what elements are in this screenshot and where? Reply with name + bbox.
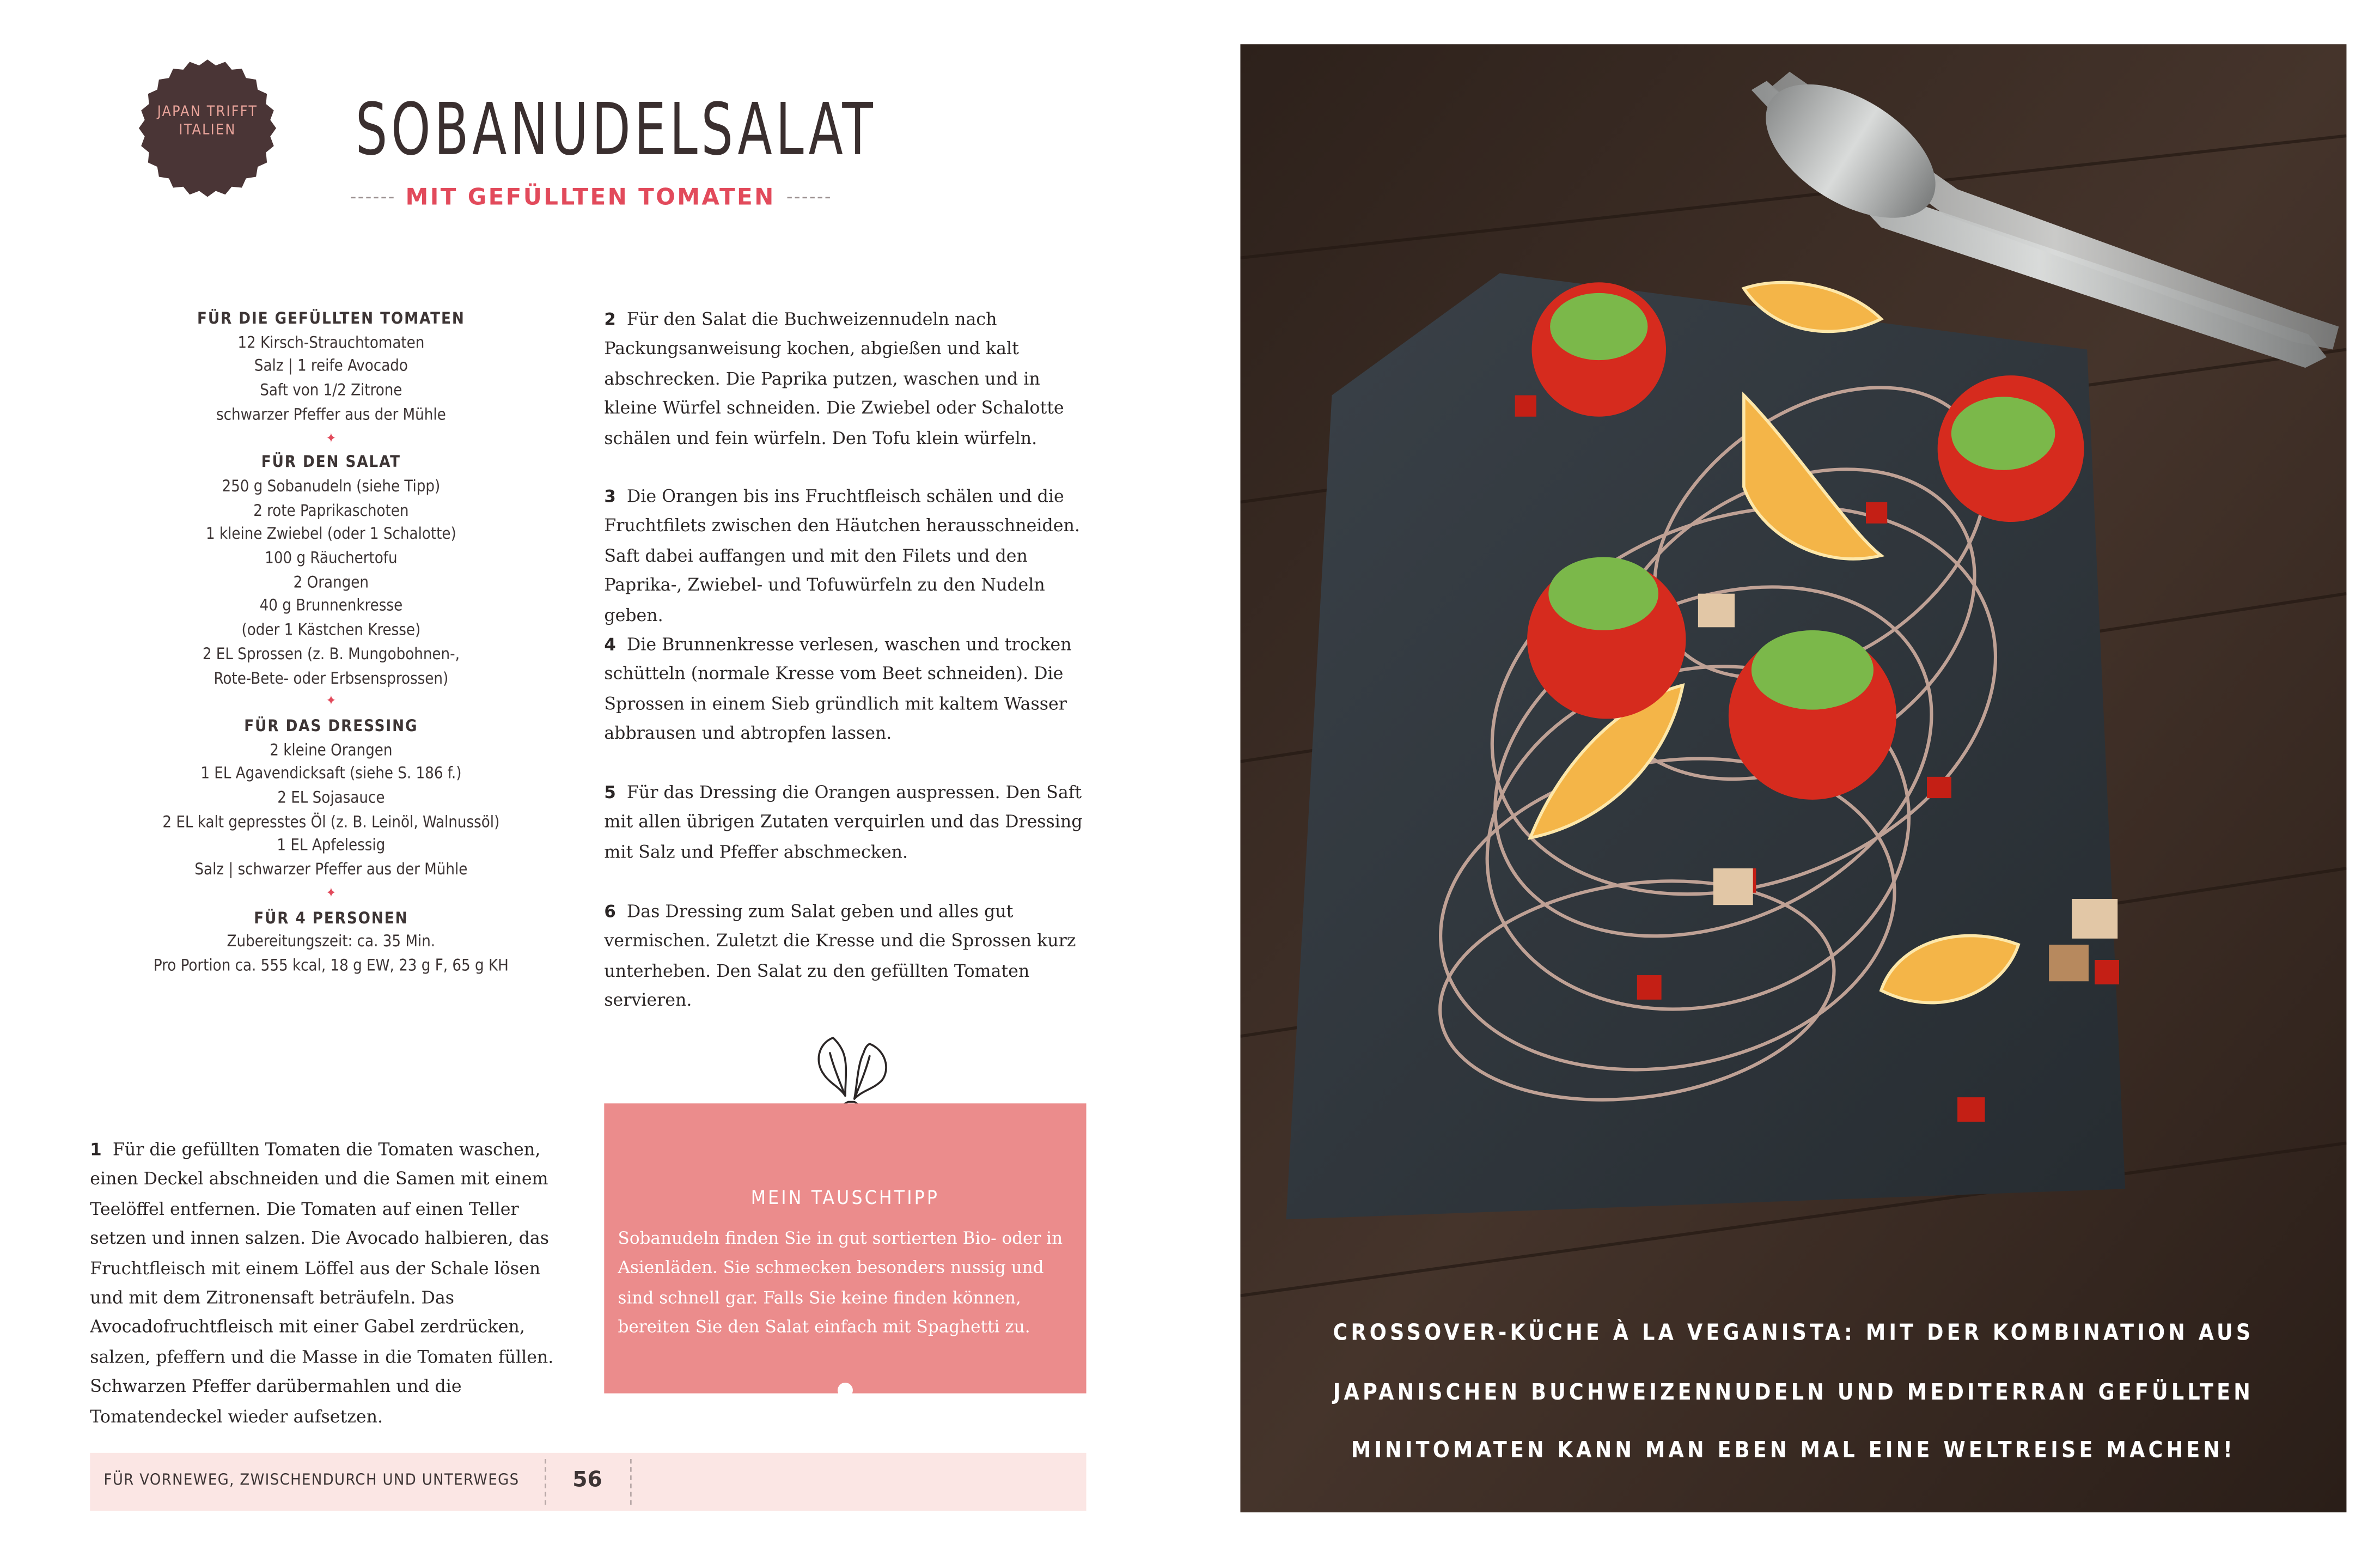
ingredient-line: 1 kleine Zwiebel (oder 1 Schalotte) <box>205 525 456 544</box>
ingredient-line: 2 EL Sprossen (z. B. Mungobohnen-, <box>202 645 460 664</box>
ingredient-line: 2 rote Paprikaschoten <box>253 501 409 520</box>
ingredient-line: schwarzer Pfeffer aus der Mühle <box>216 405 446 424</box>
ingredient-line: 2 Orangen <box>293 573 369 592</box>
diamond-divider-icon: ✦ <box>326 886 337 902</box>
step-number: 4 <box>604 635 616 655</box>
step-4 <box>604 630 1092 749</box>
step-2 <box>604 305 1092 453</box>
tip-text: Sobanudeln finden Sie in gut sortierten Bio- oder in Asienläden. Sie schmecken besonders nussig und sind schnell gar. Falls Sie keine finden können, bereiten Sie den Salat einfach mit Spaghetti zu. <box>618 1228 1063 1337</box>
ingredient-line: Zubereitungszeit: ca. 35 Min. <box>227 933 436 951</box>
category-badge <box>137 58 278 198</box>
step-text: Die Orangen bis ins Fruchtfleisch schälen und die Fruchtfilets zwischen den Häutchen herausschneiden. Saft dabei auffangen und mit den Filets und den Paprika-, Zwiebel- und Tofuwürfeln zu den Nudeln geben. <box>604 486 1080 625</box>
step-number: 1 <box>90 1140 102 1160</box>
ingredient-line: Pro Portion ca. 555 kcal, 18 g EW, 23 g F, 65 g KH <box>153 957 509 975</box>
food-photo <box>1240 44 2346 1512</box>
divider-right <box>788 196 830 198</box>
ingredient-line: Rote-Bete- oder Erbsensprossen) <box>213 669 449 688</box>
divider-left <box>351 196 393 198</box>
ingredients-heading-dressing: FÜR DAS DRESSING <box>244 717 418 736</box>
step-text: Das Dressing zum Salat geben und alles gut vermischen. Zuletzt die Kresse und die Sprossen kurz unterheben. Den Salat zu den gefüllten Tomaten servieren. <box>604 902 1076 1011</box>
page-footer <box>90 1453 1086 1511</box>
caption-line: CROSSOVER-KÜCHE À LA VEGANISTA: MIT DER KOMBINATION AUS <box>1333 1321 2254 1346</box>
step-3 <box>604 482 1092 630</box>
ingredient-line: 100 g Räuchertofu <box>265 549 398 568</box>
ingredient-line: 2 EL Sojasauce <box>277 789 385 808</box>
ingredient-line: 2 EL kalt gepresstes Öl (z. B. Leinöl, Walnussöl) <box>162 813 500 832</box>
ingredients-heading-salad: FÜR DEN SALAT <box>261 453 401 472</box>
step-number: 3 <box>604 486 616 507</box>
tip-title: MEIN TAUSCHTIPP <box>750 1185 940 1209</box>
ingredient-line: 2 kleine Orangen <box>270 741 393 760</box>
diamond-divider-icon: ✦ <box>326 431 337 447</box>
caption-line: MINITOMATEN KANN MAN EBEN MAL EINE WELTREISE MACHEN! <box>1351 1439 2236 1464</box>
caption-line: JAPANISCHEN BUCHWEIZENNUDELN UND MEDITERRAN GEFÜLLTEN <box>1333 1380 2254 1405</box>
ingredient-line: 12 Kirsch-Strauchtomaten <box>237 333 425 352</box>
step-text: Für die gefüllten Tomaten die Tomaten waschen, einen Deckel abschneiden und die Samen mit einem Teelöffel entfernen. Die Tomaten auf einen Teller setzen und innen salzen. Die Avocado halbieren, das Fruchtfleisch mit einem Löffel aus der Schale lösen und mit dem Zitronensaft beträufeln. Das Avocadofruchtfleisch mit einer Gabel zerdrücken, salzen, pfeffern und die Masse in die Tomaten füllen. Schwarzen Pfeffer darübermahlen und die Tomatendeckel wieder aufsetzen. <box>90 1140 554 1427</box>
step-text: Für den Salat die Buchweizennudeln nach Packungsanweisung kochen, abgießen und kalt abschrecken. Die Paprika putzen, waschen und in kleine Würfel schneiden. Die Zwiebel oder Schalotte schälen und fein würfeln. Den Tofu klein würfeln. <box>604 309 1064 448</box>
page-number: 56 <box>572 1468 602 1493</box>
recipe-subtitle: MIT GEFÜLLTEN TOMATEN <box>405 183 776 211</box>
ingredient-line: Salz | 1 reife Avocado <box>254 357 408 376</box>
diamond-divider-icon: ✦ <box>326 695 337 710</box>
ingredient-line: 40 g Brunnenkresse <box>259 597 403 616</box>
ingredient-line: 250 g Sobanudeln (siehe Tipp) <box>222 477 441 496</box>
ingredient-line: Salz | schwarzer Pfeffer aus der Mühle <box>194 861 468 880</box>
tip-box <box>604 1103 1086 1393</box>
step-number: 5 <box>604 783 616 803</box>
ingredients-heading-servings: FÜR 4 PERSONEN <box>254 909 408 928</box>
step-text: Für das Dressing die Orangen auspressen. Den Saft mit allen übrigen Zutaten verquirlen und das Dressing mit Salz und Pfeffer abschmecken. <box>604 783 1083 862</box>
badge-label: JAPAN TRIFFT ITALIEN <box>157 104 258 139</box>
recipe-title: SOBANUDELSALAT <box>355 88 877 173</box>
step-6 <box>604 897 1092 1015</box>
tip-notch <box>838 1383 853 1398</box>
photo-caption <box>1240 1305 2346 1481</box>
step-number: 2 <box>604 309 616 330</box>
footer-divider <box>545 1459 546 1505</box>
step-text: Die Brunnenkresse verlesen, waschen und trocken schütteln (normale Kresse vom Beet schneiden). Die Sprossen in einem Sieb gründlich mit kaltem Wasser abbrausen und abtropfen lassen. <box>604 635 1072 744</box>
step-number: 6 <box>604 902 616 922</box>
recipe-subtitle-row <box>339 183 842 210</box>
ingredient-line: (oder 1 Kästchen Kresse) <box>241 621 421 640</box>
ingredient-line: Saft von 1/2 Zitrone <box>260 381 402 400</box>
photo-illustration <box>1240 44 2346 1512</box>
ingredients-heading-tomatoes: FÜR DIE GEFÜLLTEN TOMATEN <box>197 309 465 329</box>
ingredient-line: 1 EL Agavendicksaft (siehe S. 186 f.) <box>200 765 462 784</box>
step-1 <box>90 1135 578 1432</box>
footer-divider <box>630 1459 632 1505</box>
ingredient-line: 1 EL Apfelessig <box>277 837 386 856</box>
step-5 <box>604 778 1092 867</box>
ingredients-list <box>141 308 522 980</box>
footer-section-title: FÜR VORNEWEG, ZWISCHENDURCH UND UNTERWEGS <box>103 1471 520 1490</box>
